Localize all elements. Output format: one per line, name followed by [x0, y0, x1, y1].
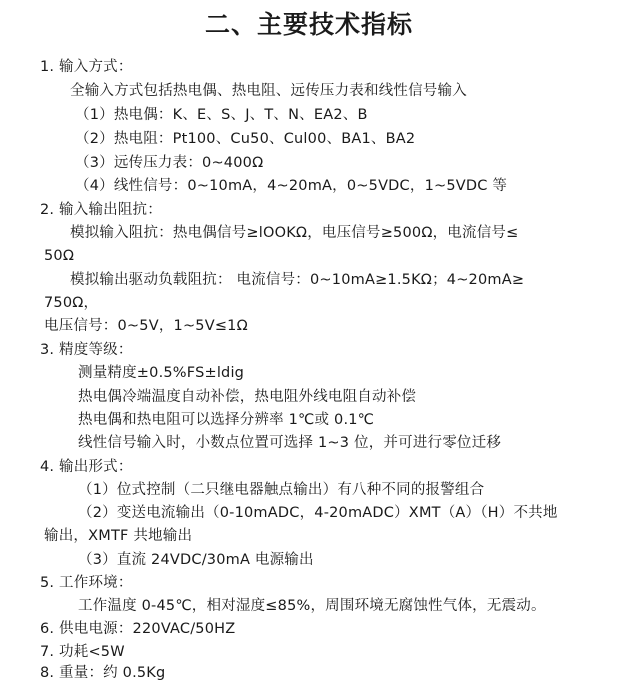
- text-line: 模拟输出驱动负载阻抗： 电流信号：0~10mA≥1.5KΩ；4~20mA≥: [70, 272, 525, 288]
- list-item: （2）热电阻：Pt100、Cu50、Cul00、BA1、BA2: [75, 131, 416, 147]
- list-item: （3）直流 24VDC/30mA 电源输出: [78, 552, 314, 568]
- text-line: 热电偶冷端温度自动补偿，热电阻外线电阻自动补偿: [78, 389, 417, 405]
- page-title: 二、主要技术指标: [204, 10, 413, 39]
- text-line: 模拟输入阻抗：热电偶信号≥lOOKΩ，电压信号≥500Ω，电流信号≤: [70, 225, 519, 241]
- text-line: 线性信号输入时，小数点位置可选择 1~3 位，并可进行零位迁移: [78, 435, 502, 451]
- list-item: （3）远传压力表：0~400Ω: [75, 155, 264, 171]
- section-heading-environment: 5. 工作环境：: [40, 575, 133, 591]
- text-line: 工作温度 0-45℃，相对湿度≤85%，周围环境无腐蚀性气体，无震动。: [78, 598, 546, 614]
- text-line: 750Ω，: [44, 295, 99, 311]
- section-heading-input-mode: 1. 输入方式：: [40, 59, 133, 75]
- text-line: 测量精度±0.5%FS±ldig: [78, 365, 245, 381]
- section-heading-output: 4. 输出形式：: [40, 459, 133, 475]
- text-line: 电压信号：0~5V，1~5V≤1Ω: [44, 318, 248, 334]
- section-heading-impedance: 2. 输入输出阻抗：: [40, 202, 162, 218]
- section-heading-power-supply: 6. 供电电源：220VAC/50HZ: [40, 621, 236, 637]
- text-line: 热电偶和热电阻可以选择分辨率 1℃或 0.1℃: [78, 412, 375, 428]
- text-line: 50Ω: [44, 248, 75, 264]
- text-line: 输出，XMTF 共地输出: [44, 528, 193, 544]
- list-item: （2）变送电流输出（0-10mADC，4-20mADC）XMT（A）（H）不共地: [78, 505, 558, 521]
- section-heading-weight: 8. 重量：约 0.5Kg: [40, 665, 166, 681]
- list-item: （1）热电偶：K、E、S、J、T、N、EA2、B: [75, 107, 368, 123]
- section-heading-accuracy: 3. 精度等级：: [40, 342, 133, 358]
- text-line: 全输入方式包括热电偶、热电阻、远传压力表和线性信号输入: [70, 83, 467, 99]
- section-heading-power-consumption: 7. 功耗<5W: [40, 644, 125, 660]
- list-item: （4）线性信号：0~10mA，4~20mA，0~5VDC，1~5VDC 等: [75, 178, 508, 194]
- list-item: （1）位式控制（二只继电器触点输出）有八种不同的报警组合: [78, 482, 485, 498]
